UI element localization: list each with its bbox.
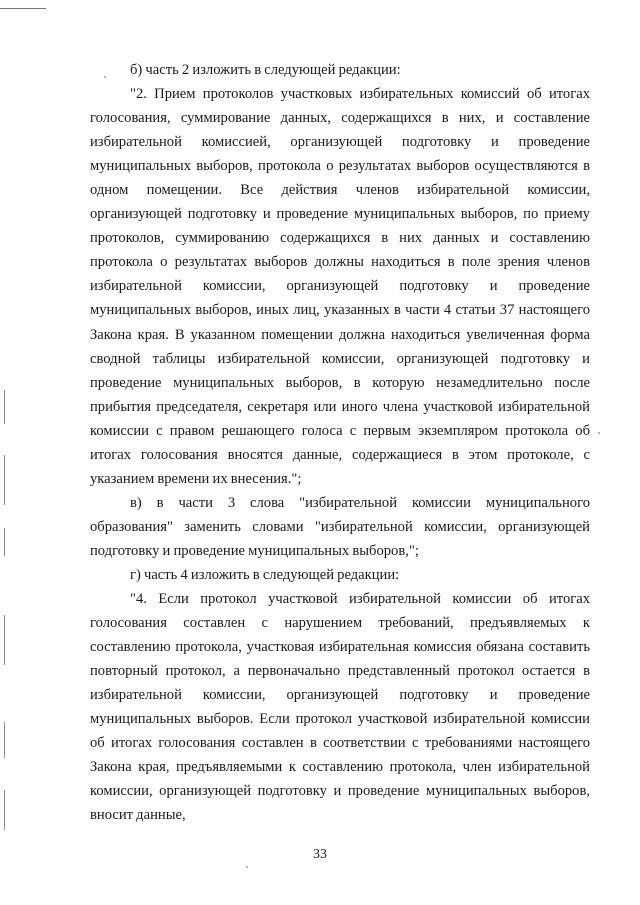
scan-margin-mark (4, 790, 5, 830)
scan-margin-mark (4, 455, 5, 505)
scan-speck (598, 432, 600, 434)
scan-corner-mark (0, 8, 46, 9)
scan-margin-mark (4, 528, 5, 556)
paragraph-part4-intro: г) часть 4 изложить в следующей редакции: (130, 566, 400, 583)
paragraph-part4-text: "4. Если протокол участковой избирательной комиссии об итогах голосования составлен с нарушением требований, предъявляемых к составлению протокола, участковая избирательная комиссия обязана составить повторный протокол, а первоначально представленный протокол остается в избирательной комиссии, организующей подготовку и проведение муниципальных выборов. Если протокол участковой избирательной комиссии об итогах голосования составлен в соответствии с требованиями настоящего Закона края, предъявляемыми к составлению протокола, член избирательной комиссии, организующей подготовку и проведение муниципальных выборов, вносит данные, (90, 591, 590, 824)
scan-speck (246, 866, 248, 868)
paragraph-part3-amendment: в) в части 3 слова "избирательной комиссии муниципального образования" заменить словами "избирательной комиссии, организующей подготовку и проведение муниципальных выборов,"; (90, 494, 590, 559)
body-text (90, 58, 590, 828)
page-number: 33 (313, 847, 327, 862)
scan-margin-mark (4, 615, 5, 665)
paragraph-part2-intro: б) часть 2 изложить в следующей редакции: (130, 62, 401, 78)
paragraph-part2-text: "2. Прием протоколов участковых избирательных комиссий об итогах голосования, суммирование данных, содержащихся в них, и составление избирательной комиссией, организующей подготовку и проведение муниципальных выборов, протокола о результатах выборов осуществляются в одном помещении. Все действия членов избирательной комиссии, организующей подготовку и проведение муниципальных выборов, по приему протоколов, суммированию содержащихся в них данных и составлению протокола о результатах выборов должны находиться в поле зрения членов избирательной комиссии, организующей подготовку и проведение муниципальных выборов, иных лиц, указанных в части 4 статьи 37 настоящего Закона края. В указанном помещении должна находиться увеличенная форма сводной таблицы избирательной комиссии, организующей подготовку и проведение муниципальных выборов, в которую незамедлительно после прибытия председателя, секретаря или иного члена участковой избирательной комиссии с правом решающего голоса с первым экземпляром протокола об итогах голосования вносятся данные, содержащиеся в этом протоколе, с указанием времени их внесения."; (90, 86, 590, 487)
scan-margin-mark (4, 390, 5, 424)
scan-margin-mark (4, 722, 5, 758)
